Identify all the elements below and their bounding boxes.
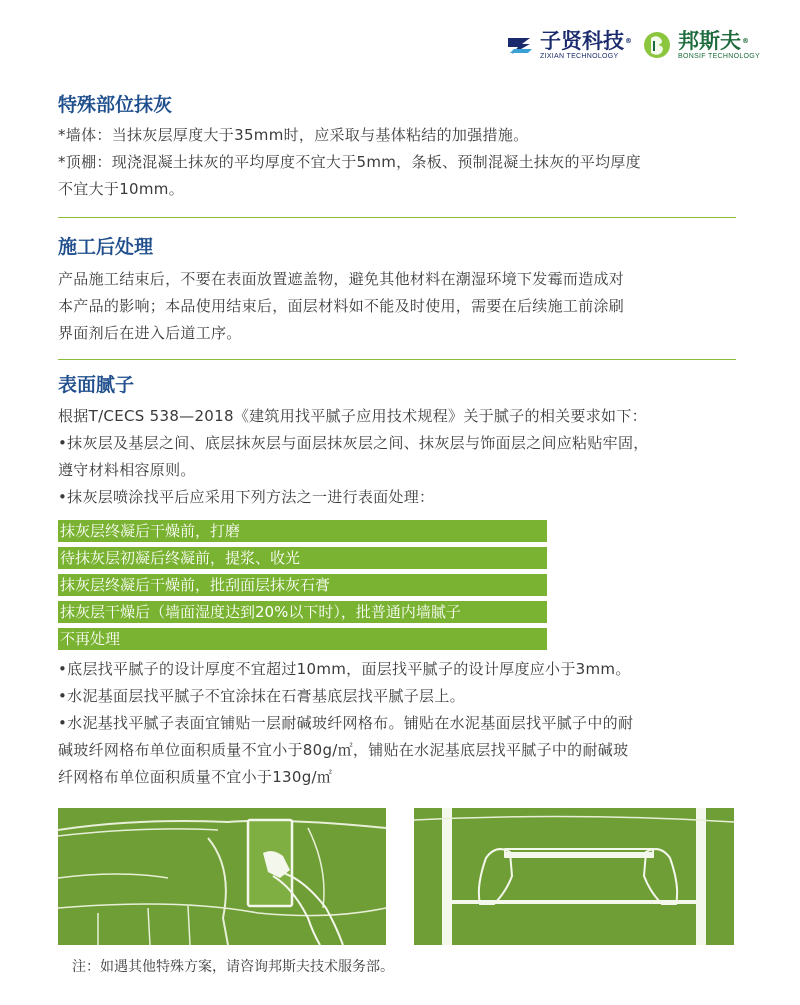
- section3-intro-line: •抹灰层及基层之间、底层抹灰层与面层抹灰层之间、抹灰层与饰面层之间应粘贴牢固，: [58, 434, 649, 452]
- section2-line: 本产品的影响；本品使用结束后，面层材料如不能及时使用，需要在后续施工前涂刷: [58, 297, 625, 315]
- section1-body: [58, 122, 748, 203]
- section-title-surface-putty: 表面腻子: [58, 374, 135, 396]
- section-title-special-parts: 特殊部位抹灰: [58, 94, 173, 116]
- zixian-logo-name: 子贤科技: [540, 28, 625, 53]
- method-band: 待抹灰层初凝后终凝前，提浆、收光: [58, 547, 547, 569]
- bonsif-logo-name: 邦斯夫: [678, 28, 742, 53]
- section2-line: 产品施工结束后，不要在表面放置遮盖物，避免其他材料在潮湿环境下发霉而造成对: [58, 270, 625, 288]
- leveling-bar-illustration: [414, 808, 734, 945]
- section-title-post-construction: 施工后处理: [58, 236, 154, 258]
- section3-intro-line: 根据T/CECS 538—2018《建筑用找平腻子应用技术规程》关于腻子的相关要求如下：: [58, 407, 647, 425]
- method-band: 抹灰层干燥后（墙面湿度达到20%以下时），批普通内墙腻子: [58, 601, 547, 623]
- divider: [58, 359, 736, 360]
- zixian-logo-sub: ZIXIAN TECHNOLOGY: [540, 52, 619, 60]
- illustration-leveling: [414, 808, 734, 945]
- zixian-reg-mark: ®: [625, 36, 633, 45]
- section3-intro-line: •抹灰层喷涂找平后应采用下列方法之一进行表面处理：: [58, 488, 435, 506]
- method-band: 不再处理: [58, 628, 547, 650]
- section3-rule-line: 纤网格布单位面积质量不宜小于130g/㎡: [58, 768, 333, 786]
- section3-rule-line: •水泥基找平腻子表面宜铺贴一层耐碱玻纤网格布。铺贴在水泥基面层找平腻子中的耐: [58, 714, 634, 732]
- section3-rule-line: •底层找平腻子的设计厚度不宜超过10mm，面层找平腻子的设计厚度应小于3mm。: [58, 660, 631, 678]
- section1-line: 不宜大于10mm。: [58, 180, 185, 198]
- bonsif-mark-icon: [642, 30, 672, 60]
- illustration-troweling: [58, 808, 386, 945]
- bonsif-logo-sub: BONSIF TECHNOLOGY: [678, 52, 760, 60]
- section3-intro-line: 遵守材料相容原则。: [58, 461, 196, 479]
- section2-line: 界面剂后在进入后道工序。: [58, 324, 242, 342]
- header-logos: [504, 20, 760, 70]
- zixian-logo: [504, 30, 632, 61]
- zixian-mark-icon: [504, 30, 534, 60]
- section2-body: [58, 266, 748, 347]
- section3-rule-line: •水泥基面层找平腻子不宜涂抹在石膏基底层找平腻子层上。: [58, 687, 465, 705]
- section1-line: *墙体：当抹灰层厚度大于35mm时，应采取与基体粘结的加强措施。: [58, 126, 529, 144]
- section3-rule-line: 碱玻纤网格布单位面积质量不宜小于80g/㎡，铺贴在水泥基底层找平腻子中的耐碱玻: [58, 741, 629, 759]
- section3-rules: [58, 656, 748, 791]
- divider: [58, 217, 736, 218]
- section1-line: *顶棚：现浇混凝土抹灰的平均厚度不宜大于5mm，条板、预制混凝土抹灰的平均厚度: [58, 153, 641, 171]
- section3-intro: [58, 403, 748, 511]
- method-band: 抹灰层终凝后干燥前，打磨: [58, 520, 547, 542]
- method-band: 抹灰层终凝后干燥前，批刮面层抹灰石膏: [58, 574, 547, 596]
- trowel-hand-illustration: [58, 808, 386, 945]
- footer-note: 注：如遇其他特殊方案，请咨询邦斯夫技术服务部。: [72, 959, 394, 975]
- bonsif-reg-mark: ®: [742, 36, 750, 45]
- bonsif-logo: [642, 30, 760, 61]
